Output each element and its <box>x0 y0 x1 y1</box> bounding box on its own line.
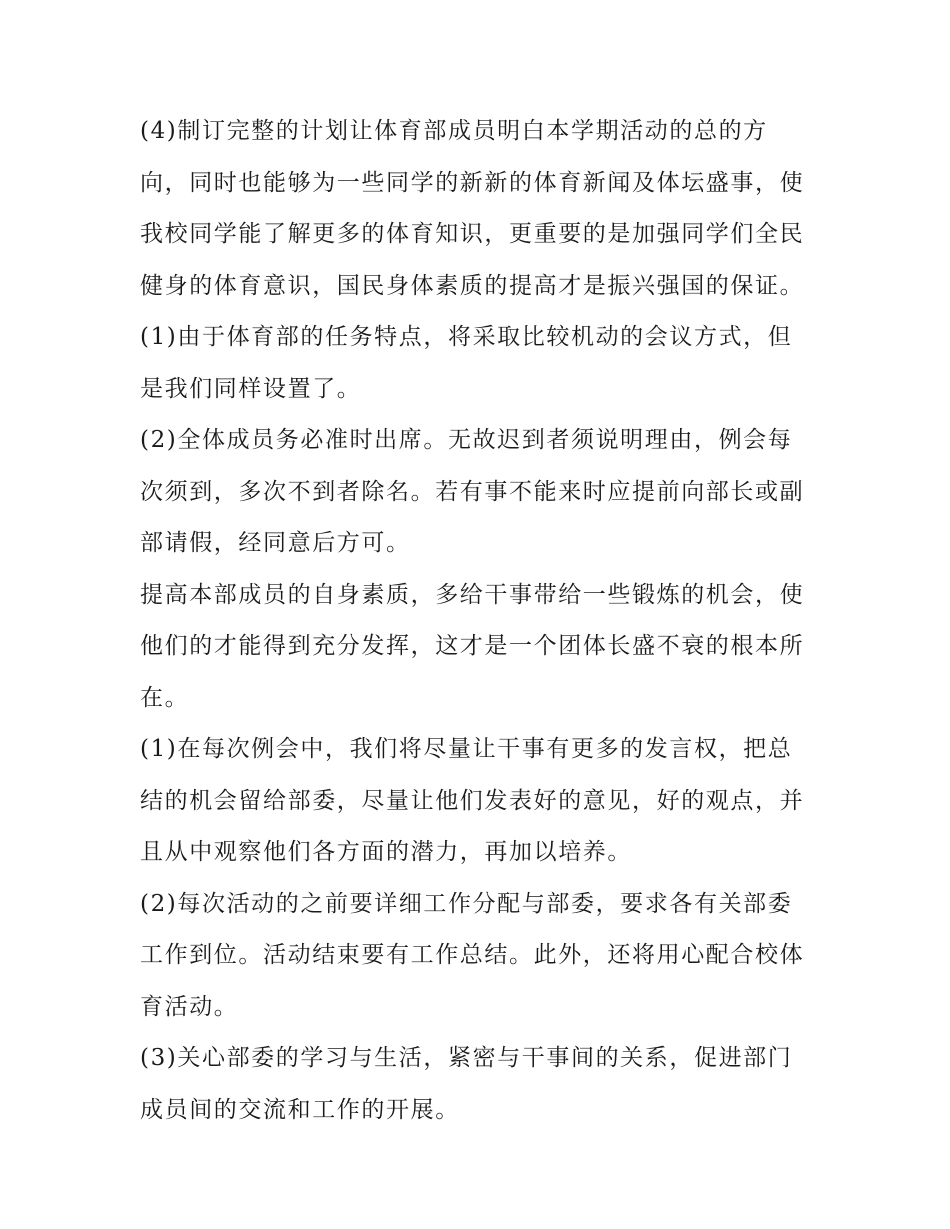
text-line: 在。 <box>140 684 190 711</box>
text-line: 他们的才能得到充分发挥，这才是一个团体长盛不衰的根本所 <box>140 633 805 659</box>
text-line: (2)全体成员务必准时出席。无故迟到者须说明理由，例会每 <box>140 427 793 453</box>
text-line: 是我们同样设置了。 <box>140 375 362 402</box>
text-line: 提高本部成员的自身素质，多给干事带给一些锻炼的机会，使 <box>140 581 805 608</box>
text-line: 育活动。 <box>140 993 239 1020</box>
text-line: 部请假，经同意后方可。 <box>140 530 411 556</box>
text-line: 且从中观察他们各方面的潜力，再加以培养。 <box>140 839 632 865</box>
text-line: 我校同学能了解更多的体育知识，更重要的是加强同学们全民 <box>140 221 805 247</box>
text-line: (1)在每次例会中，我们将尽量让干事有更多的发言权，把总 <box>140 736 793 762</box>
text-line: 健身的体育意识，国民身体素质的提高才是振兴强国的保证。 <box>140 272 805 299</box>
text-line: 次须到，多次不到者除名。若有事不能来时应提前向部长或副 <box>140 478 805 505</box>
text-line: (1)由于体育部的任务特点，将采取比较机动的会议方式，但 <box>140 324 793 350</box>
text-line: (4)制订完整的计划让体育部成员明白本学期活动的总的方 <box>140 118 768 144</box>
text-line: (2)每次活动的之前要详细工作分配与部委，要求各有关部委 <box>140 890 793 917</box>
body-text <box>140 106 820 1136</box>
text-line: 工作到位。活动结束要有工作总结。此外，还将用心配合校体 <box>140 942 805 968</box>
text-line: (3)关心部委的学习与生活，紧密与干事间的关系，促进部门 <box>140 1045 793 1071</box>
text-line: 成员间的交流和工作的开展。 <box>140 1096 460 1123</box>
text-line: 结的机会留给部委，尽量让他们发表好的意见，好的观点，并 <box>140 787 805 814</box>
text-line: 向，同时也能够为一些同学的新新的体育新闻及体坛盛事，使 <box>140 169 805 196</box>
